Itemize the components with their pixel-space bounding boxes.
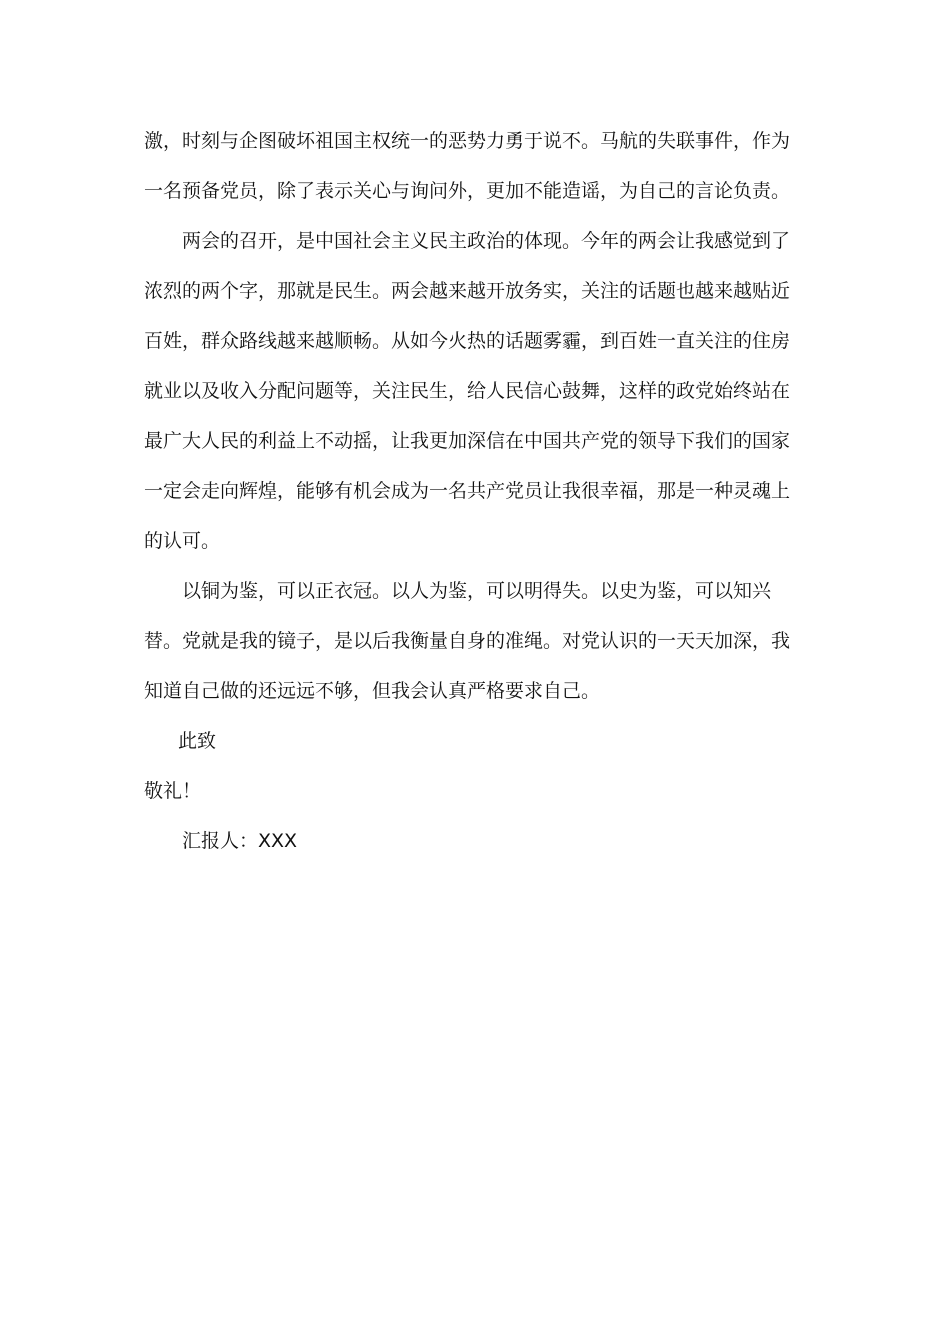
- signature-line: 汇报人：XXX: [182, 830, 298, 852]
- closing-phrase: 此致: [178, 730, 217, 752]
- paragraph-two-sessions: 两会的召开，是中国社会主义民主政治的体现。今年的两会让我感觉到了浓烈的两个字，那就是民生。两会越来越开放务实，关注的话题也越来越贴近百姓，群众路线越来越顺畅。从如今火热的话题雾霾，到百姓一直关注的住房就业以及收入分配问题等，关注民生，给人民信心鼓舞，这样的政党始终站在最广大人民的利益上不动摇，让我更加深信在中国共产党的领导下我们的国家一定会走向辉煌，能够有机会成为一名共产党员让我很幸福，那是一种灵魂上的认可。: [144, 230, 791, 552]
- salutation: 敬礼！: [144, 780, 202, 802]
- paragraph-mirror: 以铜为鉴，可以正衣冠。以人为鉴，可以明得失。以史为鉴，可以知兴替。党就是我的镜子，是以后我衡量自身的准绳。对党认识的一天天加深，我知道自己做的还远远不够，但我会认真严格要求自己。: [144, 580, 791, 702]
- document-body: [144, 116, 808, 866]
- paragraph-continuation: 激，时刻与企图破坏祖国主权统一的恶势力勇于说不。马航的失联事件，作为一名预备党员，除了表示关心与询问外，更加不能造谣，为自己的言论负责。: [144, 130, 791, 202]
